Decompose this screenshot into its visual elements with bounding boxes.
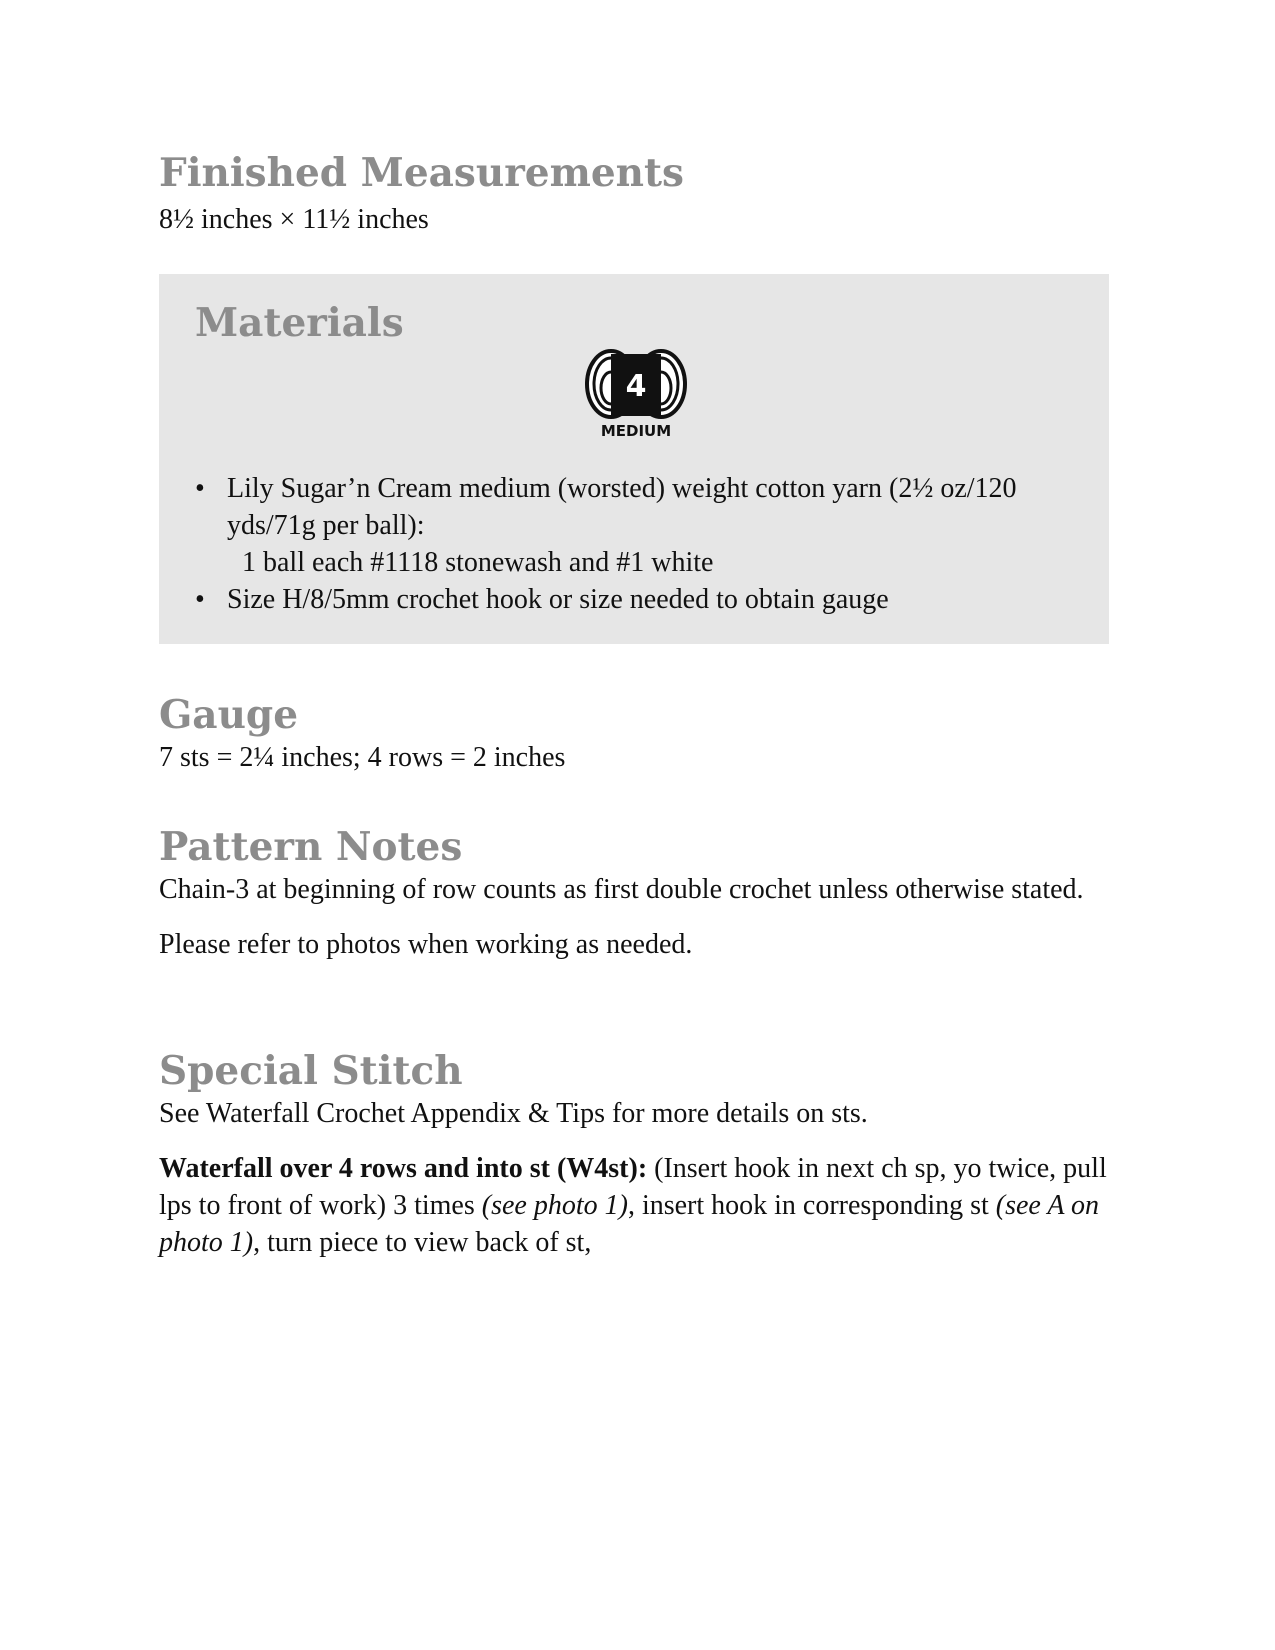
photo-reference: (see A on photo 1) xyxy=(159,1189,1099,1258)
yarn-weight-number: 4 xyxy=(625,369,647,404)
yarn-weight-label: MEDIUM xyxy=(600,422,672,440)
finished-measurements-text: 8½ inches × 11½ inches xyxy=(159,203,429,235)
list-item xyxy=(195,470,1075,581)
stitch-name: Waterfall over 4 rows and into st (W4st): xyxy=(159,1152,648,1184)
stitch-instruction-text: , insert hook in corresponding st xyxy=(627,1189,996,1221)
special-stitch-heading: Special Stitch xyxy=(159,1048,463,1094)
gauge-section xyxy=(159,692,1109,776)
gauge-heading: Gauge xyxy=(159,692,299,738)
yarn-skein-icon xyxy=(581,348,691,424)
bullet: • xyxy=(195,584,205,615)
yarn-item-text: Lily Sugar’n Cream medium (worsted) weight cotton yarn (2½ oz/120 yds/71g per ball): xyxy=(227,473,1017,541)
gauge-text: 7 sts = 2¼ inches; 4 rows = 2 inches xyxy=(159,741,566,773)
yarn-item-detail: 1 ball each #1118 stonewash and #1 white xyxy=(242,547,714,578)
pattern-notes-paragraph: Chain-3 at beginning of row counts as first double crochet unless otherwise stated. xyxy=(159,873,1084,905)
hook-item-text: Size H/8/5mm crochet hook or size needed to obtain gauge xyxy=(227,584,889,615)
materials-heading: Materials xyxy=(195,300,404,346)
stitch-definition xyxy=(159,1150,1109,1261)
materials-box xyxy=(159,274,1109,644)
special-stitch-intro: See Waterfall Crochet Appendix & Tips for more details on sts. xyxy=(159,1097,868,1129)
special-stitch-section xyxy=(159,1048,1109,1261)
pattern-notes-heading: Pattern Notes xyxy=(159,824,463,870)
pattern-notes-section xyxy=(159,824,1109,963)
stitch-instruction-text: (Insert hook in next ch sp, yo twice, pull lps to front of work) 3 times xyxy=(159,1152,1107,1221)
materials-list xyxy=(195,470,1075,618)
pattern-notes-paragraph: Please refer to photos when working as needed. xyxy=(159,928,693,960)
photo-reference: (see photo 1) xyxy=(481,1189,628,1221)
stitch-instruction-text: , turn piece to view back of st, xyxy=(253,1226,592,1258)
yarn-weight-4-medium-icon xyxy=(581,348,691,448)
finished-measurements-heading: Finished Measurements xyxy=(159,150,684,196)
bullet: • xyxy=(195,473,205,504)
list-item xyxy=(195,581,1075,618)
finished-measurements-section xyxy=(159,150,1109,238)
